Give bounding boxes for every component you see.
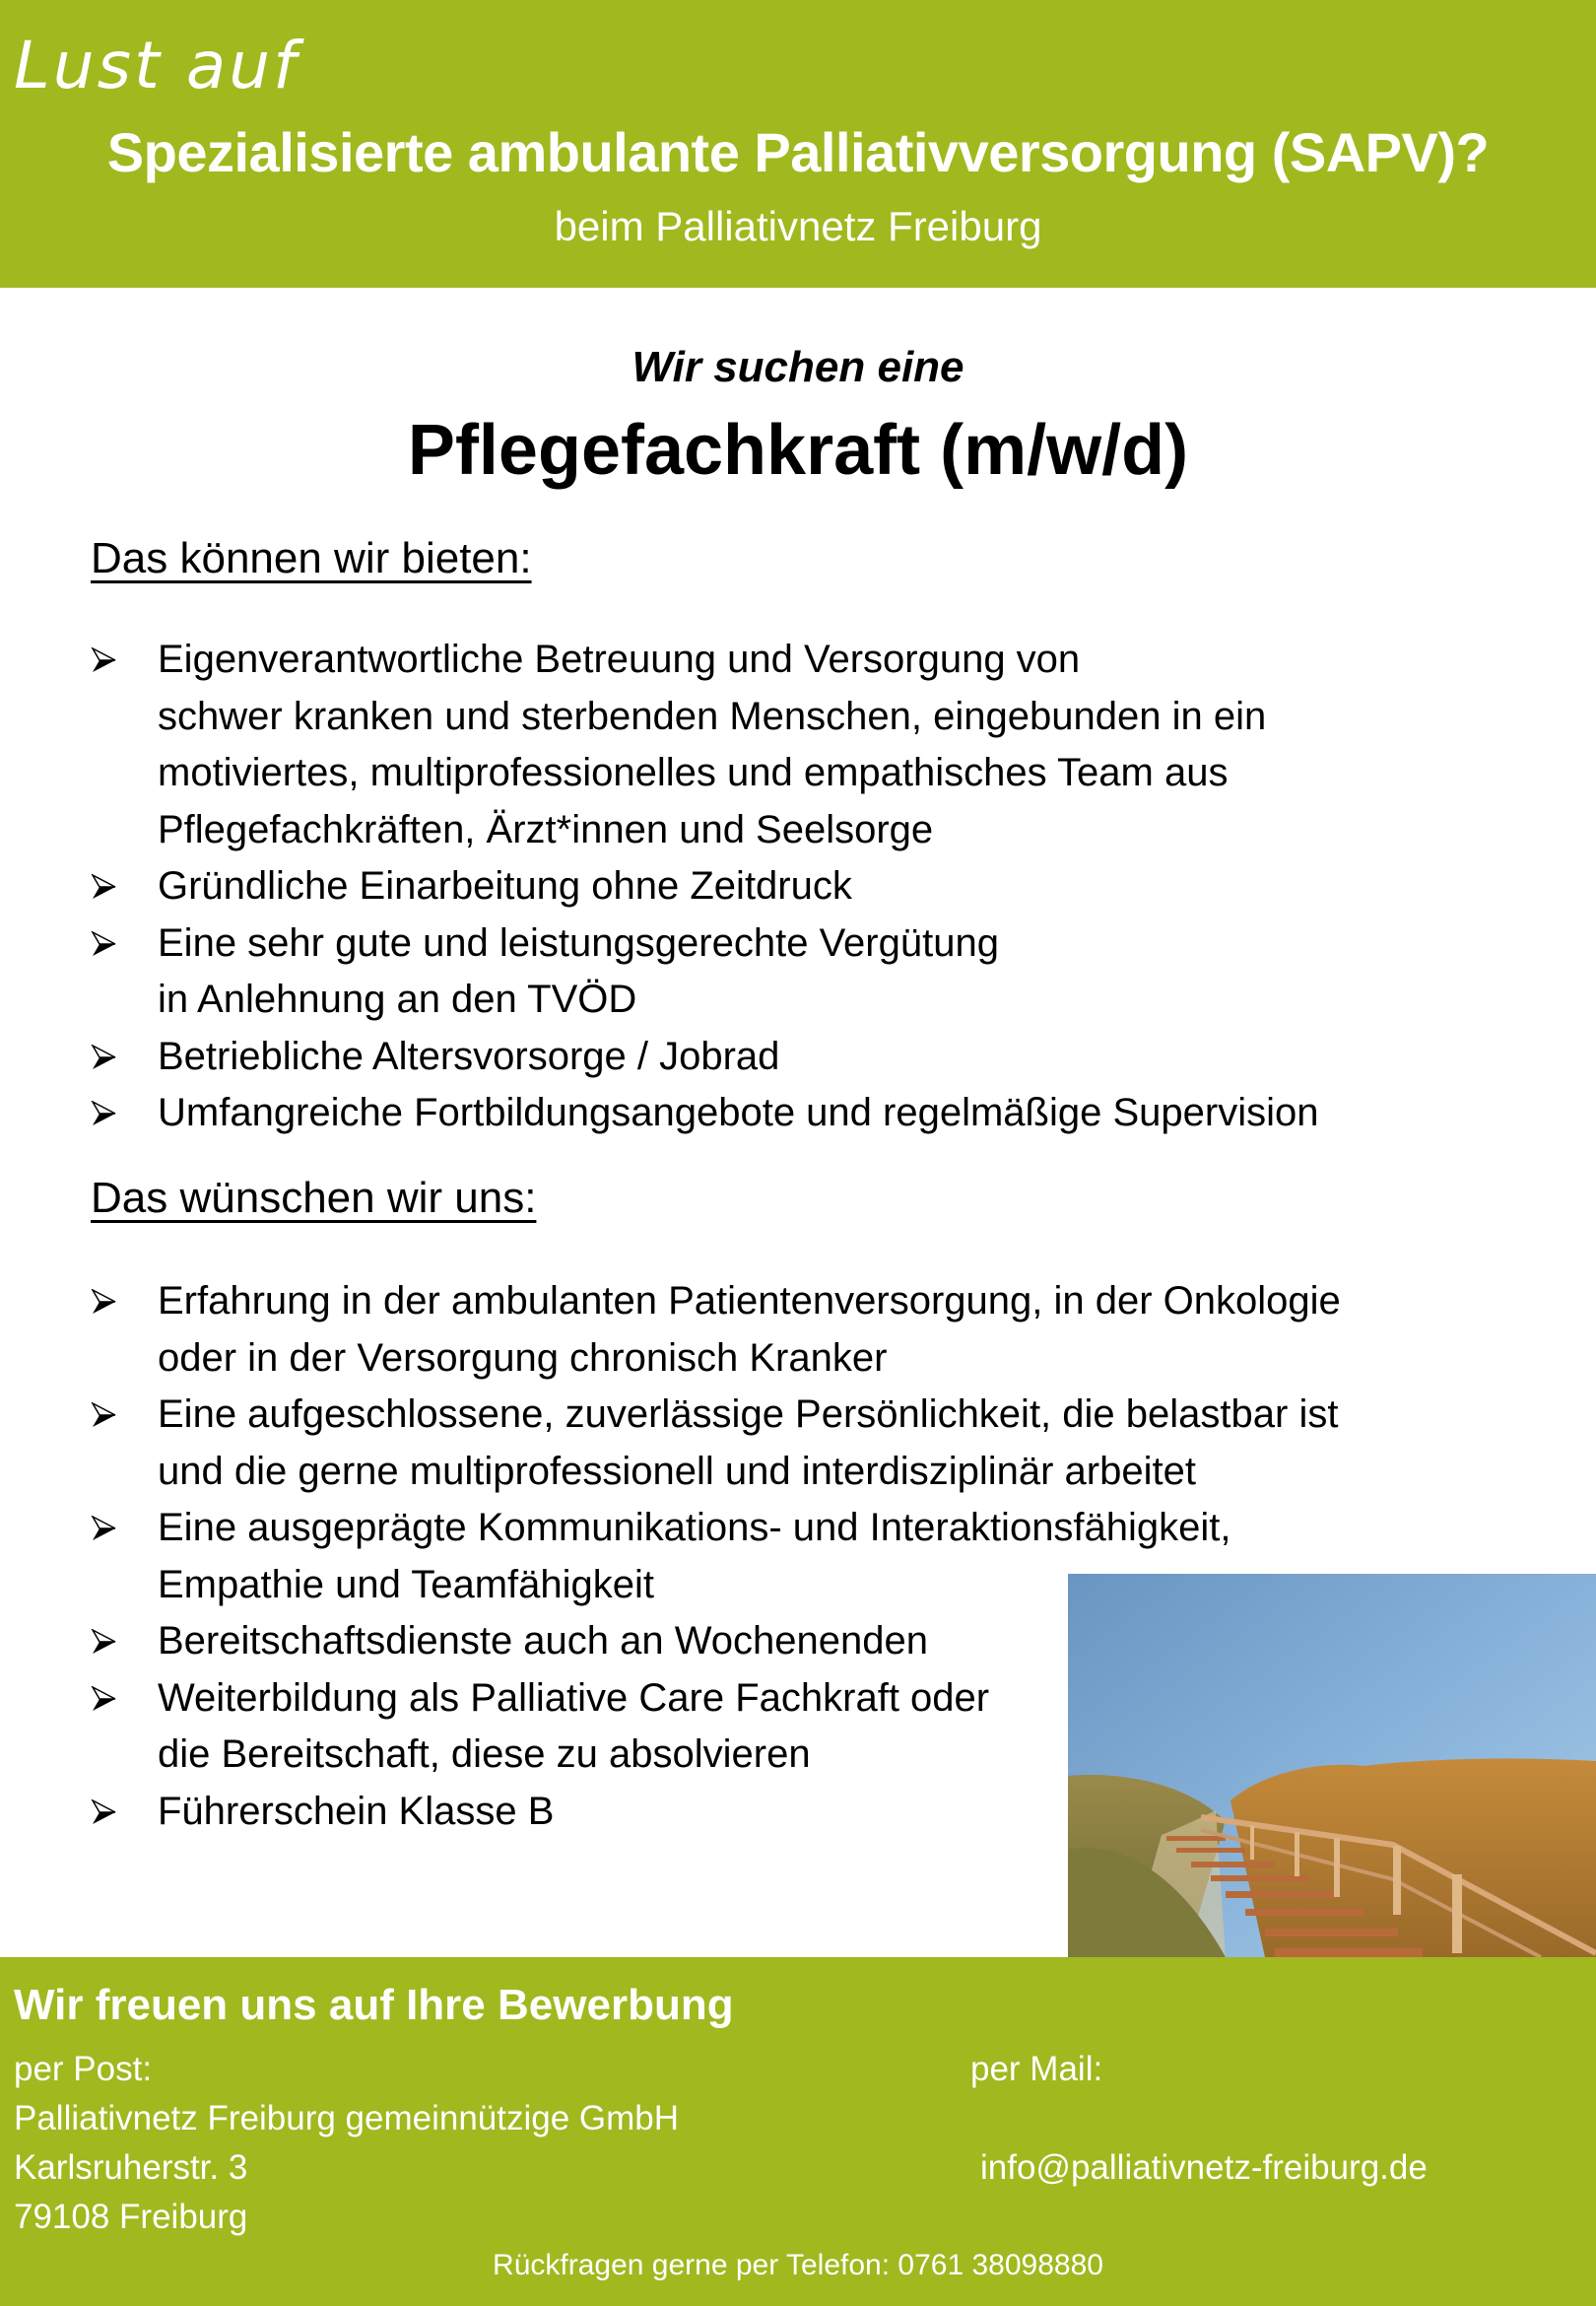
header-subtitle: beim Palliativnetz Freiburg xyxy=(554,203,1042,249)
offer-list xyxy=(91,632,1318,1142)
arrow-bullet-icon xyxy=(91,1045,116,1070)
wish-heading: Das wünschen wir uns: xyxy=(91,1174,537,1222)
list-item: Betriebliche Altersvorsorge / Jobrad xyxy=(91,1029,1318,1086)
list-item: Weiterbildung als Palliative Care Fachkraft oder die Bereitschaft, diese zu absolvieren xyxy=(91,1670,1341,1784)
list-item: Erfahrung in der ambulanten Patientenversorgung, in der Onkologie oder in der Versorgung chronisch Kranker xyxy=(91,1273,1341,1387)
post-address-line: Palliativnetz Freiburg gemeinnützige GmbH xyxy=(14,2099,680,2137)
arrow-bullet-icon xyxy=(91,647,116,673)
offer-heading: Das können wir bieten: xyxy=(91,534,532,582)
post-address-line: Karlsruherstr. 3 xyxy=(14,2148,248,2187)
list-item: Eigenverantwortliche Betreuung und Versorgung von schwer kranken und sterbenden Menschen, eingebunden in ein motiviertes, multiprofessionelles und empathisches Team aus Pflegefachkräften, Ärzt*innen und Seelsorge xyxy=(91,632,1318,858)
arrow-bullet-icon xyxy=(91,874,116,900)
list-item: Eine ausgeprägte Kommunikations- und Interaktionsfähigkeit, Empathie und Teamfähigkeit xyxy=(91,1500,1341,1613)
arrow-bullet-icon xyxy=(91,1402,116,1428)
list-item: Eine aufgeschlossene, zuverlässige Persönlichkeit, die belastbar ist und die gerne multiprofessionell und interdisziplinär arbeitet xyxy=(91,1387,1341,1500)
phone-note: Rückfragen gerne per Telefon: 0761 38098880 xyxy=(493,2249,1103,2281)
header-title: Spezialisierte ambulante Palliativversorgung (SAPV)? xyxy=(106,121,1490,183)
arrow-bullet-icon xyxy=(91,1799,116,1825)
post-address-line: 79108 Freiburg xyxy=(14,2198,248,2236)
arrow-bullet-icon xyxy=(91,1516,116,1541)
arrow-bullet-icon xyxy=(91,931,116,957)
dune-boardwalk-photo xyxy=(1068,1574,1596,1957)
header-intro: Lust auf xyxy=(14,28,299,103)
post-label: per Post: xyxy=(14,2050,153,2088)
arrow-bullet-icon xyxy=(91,1629,116,1655)
arrow-bullet-icon xyxy=(91,1686,116,1712)
arrow-bullet-icon xyxy=(91,1101,116,1126)
footer-title: Wir freuen uns auf Ihre Bewerbung xyxy=(14,1981,734,2029)
header-banner xyxy=(0,0,1596,288)
job-lead: Wir suchen eine xyxy=(632,343,964,391)
list-item: Bereitschaftsdienste auch an Wochenenden xyxy=(91,1613,1341,1670)
arrow-bullet-icon xyxy=(91,1289,116,1315)
list-item: Führerschein Klasse B xyxy=(91,1784,1341,1841)
footer-banner xyxy=(0,1957,1596,2306)
list-item: Umfangreiche Fortbildungsangebote und regelmäßige Supervision xyxy=(91,1085,1318,1142)
mail-label: per Mail: xyxy=(970,2050,1103,2088)
list-item: Eine sehr gute und leistungsgerechte Vergütung in Anlehnung an den TVÖD xyxy=(91,916,1318,1029)
job-title: Pflegefachkraft (m/w/d) xyxy=(407,411,1189,490)
list-item: Gründliche Einarbeitung ohne Zeitdruck xyxy=(91,858,1318,916)
email-link[interactable]: info@palliativnetz-freiburg.de xyxy=(980,2148,1428,2187)
